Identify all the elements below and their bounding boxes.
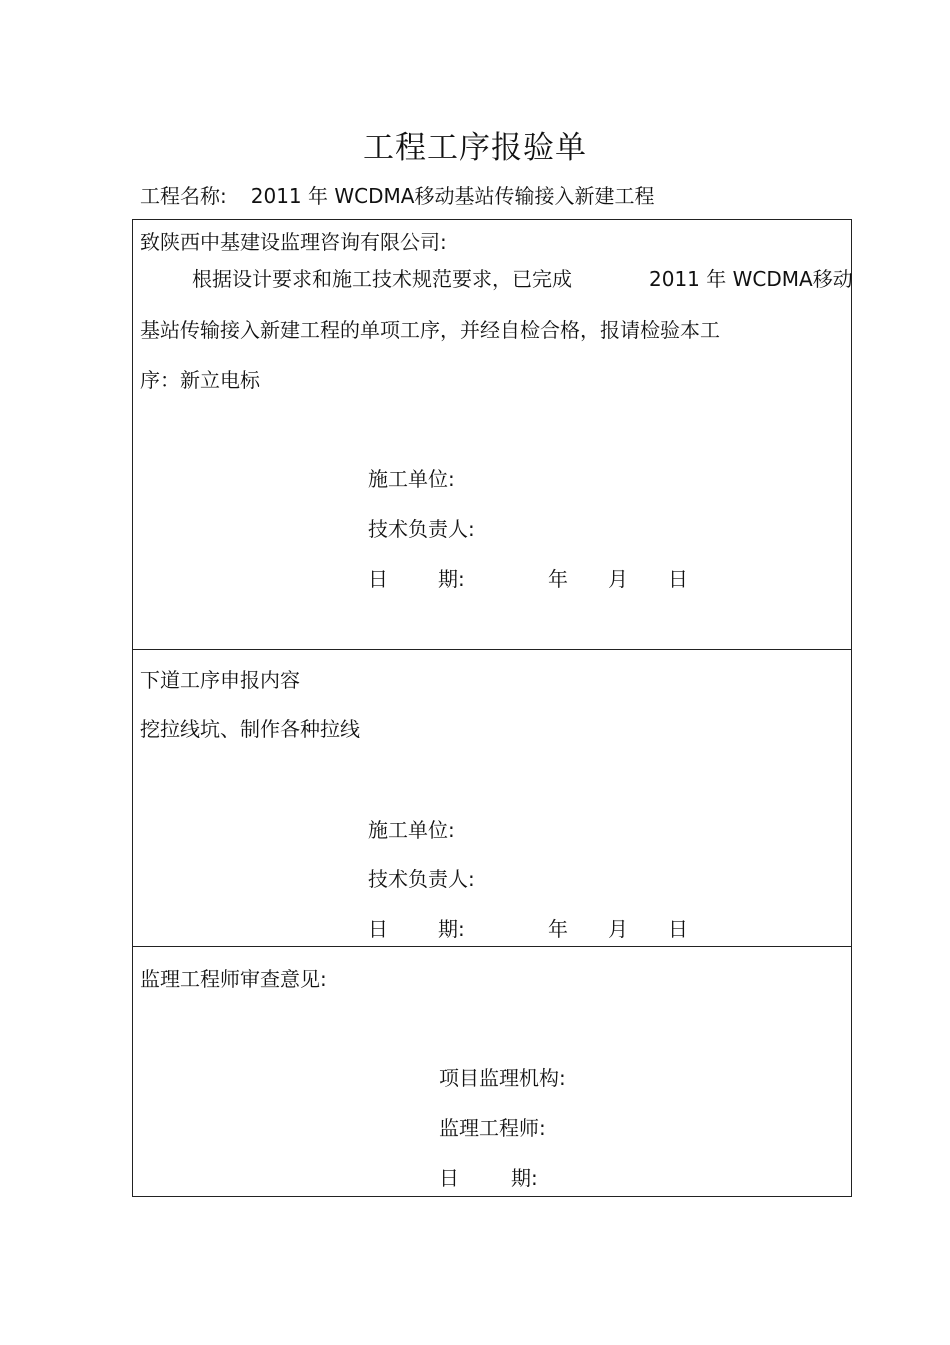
day-label: 日 [668, 567, 688, 591]
day-label: 日 [668, 917, 688, 941]
construction-unit-label: 施工单位: [368, 467, 455, 491]
technical-lead-label: 技术负责人: [368, 517, 475, 541]
inspection-request-section [132, 219, 852, 650]
request-body-line3: 序：新立电标 [140, 368, 260, 392]
supervising-engineer-label: 监理工程师: [439, 1116, 546, 1140]
date-label-qi: 期: [438, 567, 465, 591]
project-name-line [140, 180, 654, 209]
next-process-section [132, 649, 852, 947]
date-label-qi: 期: [511, 1166, 538, 1190]
month-label: 月 [608, 917, 628, 941]
month-label: 月 [608, 567, 628, 591]
year-label: 年 [548, 567, 568, 591]
next-process-heading: 下道工序申报内容 [140, 668, 300, 692]
supervisor-review-section [132, 946, 852, 1197]
page-title: 工程工序报验单 [363, 130, 587, 166]
request-body-line1: 根据设计要求和施工技术规范要求，已完成 [192, 267, 572, 291]
technical-lead-label: 技术负责人: [368, 867, 475, 891]
request-body-line1-project: 2011 年 WCDMA移动 [649, 267, 853, 291]
addressee: 致陕西中基建设监理咨询有限公司: [140, 230, 447, 254]
date-label-qi: 期: [438, 917, 465, 941]
date-label-ri: 日 [368, 917, 388, 941]
request-body-line2: 基站传输接入新建工程的单项工序，并经自检合格，报请检验本工 [140, 318, 720, 342]
project-name-value: 2011 年 WCDMA移动基站传输接入新建工程 [250, 184, 655, 208]
year-label: 年 [548, 917, 568, 941]
project-name-label: 工程名称: [140, 184, 227, 208]
review-heading: 监理工程师审查意见: [140, 967, 327, 991]
date-label-ri: 日 [439, 1166, 459, 1190]
supervision-org-label: 项目监理机构: [439, 1066, 566, 1090]
date-label-ri: 日 [368, 567, 388, 591]
construction-unit-label: 施工单位: [368, 818, 455, 842]
next-process-content: 挖拉线坑、制作各种拉线 [140, 717, 360, 741]
